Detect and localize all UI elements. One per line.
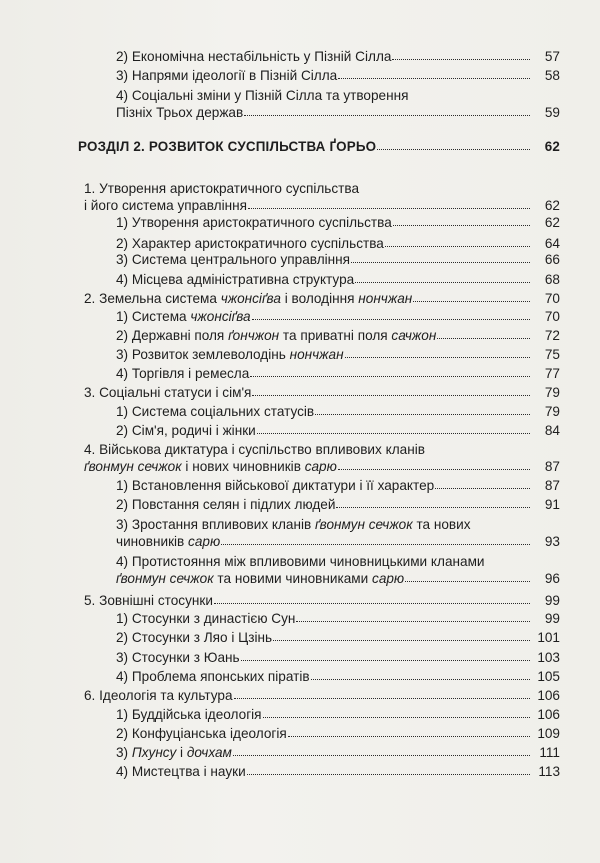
title-text: 3) Система центрального управління	[116, 252, 351, 267]
dot-leader	[252, 383, 530, 396]
title-text: і нових чиновників	[181, 459, 305, 474]
toc-entry-title	[84, 687, 233, 704]
dot-leader	[435, 476, 530, 489]
toc-entry-line	[116, 649, 560, 666]
toc-entry-line	[116, 533, 560, 550]
toc-entry-line	[116, 610, 560, 627]
title-text: 5. Зовнішні стосунки	[84, 593, 213, 608]
toc-entry	[116, 403, 560, 420]
title-text: 4) Місцева адміністративна структура	[116, 272, 355, 287]
chapter-heading	[78, 138, 560, 155]
toc-entry-line	[116, 104, 560, 121]
toc-entry	[116, 668, 560, 685]
toc-entry-line	[116, 67, 560, 84]
dot-leader	[234, 686, 530, 699]
dot-leader	[345, 345, 530, 358]
dot-leader	[248, 196, 530, 209]
toc-entry	[116, 496, 560, 513]
title-text: 2) Конфуціанська ідеологія	[116, 726, 287, 741]
title-text: та нових	[412, 517, 471, 532]
title-text: 1) Буддійська ідеологія	[116, 707, 262, 722]
toc-entry	[116, 744, 560, 761]
title-text: 2) Повстання селян і підлих людей	[116, 497, 336, 512]
page-number: 103	[537, 650, 560, 665]
title-text: 1) Стосунки з династією Сун	[116, 611, 296, 626]
toc-entry-line	[116, 403, 560, 420]
toc-entry-title	[84, 181, 359, 196]
title-text: і його система управління	[84, 198, 247, 213]
toc-entry	[116, 308, 560, 325]
toc-entry-title	[84, 290, 412, 307]
page-number: 79	[544, 404, 560, 419]
toc-entry	[116, 610, 560, 627]
toc-entry-title	[116, 403, 314, 420]
toc-entry-line	[116, 516, 560, 533]
toc-section	[84, 384, 560, 401]
toc-entry-title	[116, 477, 434, 494]
dot-leader	[288, 724, 530, 737]
title-text: 4) Соціальні зміни у Пізній Сілла та утворення	[116, 88, 409, 103]
page-number: 62	[544, 215, 560, 230]
title-text: 4) Протистояння між впливовими чиновницькими кланами	[116, 554, 485, 569]
dot-leader	[338, 457, 530, 470]
italic-term: сарю	[372, 571, 405, 586]
toc-entry-title	[116, 554, 485, 569]
title-text: та новими чиновниками	[213, 571, 373, 586]
toc-entry-line	[116, 477, 560, 494]
italic-term: чжонсіґва	[190, 309, 251, 324]
toc-entry-title	[116, 610, 295, 627]
toc-section	[84, 592, 560, 609]
toc-entry	[116, 271, 560, 288]
toc-entry	[116, 327, 560, 344]
toc-entry	[116, 422, 560, 439]
page-number: 91	[544, 497, 560, 512]
title-text: та приватні поля	[279, 328, 392, 343]
toc-entry-line	[116, 706, 560, 723]
toc-entry	[116, 516, 560, 550]
dot-leader	[273, 628, 530, 641]
italic-term: сачжон	[391, 328, 437, 343]
toc-entry	[116, 87, 560, 121]
dot-leader	[252, 307, 530, 320]
title-text: 1) Система соціальних статусів	[116, 404, 315, 419]
title-text: і володіння	[280, 291, 359, 306]
title-text: 3) Зростання впливових кланів	[116, 517, 316, 532]
page-number: 66	[544, 252, 560, 267]
toc-entry-line	[116, 271, 560, 288]
page-number: 62	[544, 139, 560, 154]
dot-leader	[385, 234, 530, 247]
title-text: 2) Державні поля	[116, 328, 229, 343]
title-text: 1. Утворення аристократичного суспільства	[84, 181, 360, 196]
title-text: 2) Економічна нестабільність у Пізній Сілла	[116, 49, 392, 64]
page-number: 99	[544, 611, 560, 626]
dot-leader	[355, 270, 530, 283]
toc-entry	[116, 67, 560, 84]
title-text: 2) Характер аристократичного суспільства	[116, 236, 384, 251]
page-number: 72	[544, 328, 560, 343]
dot-leader	[233, 743, 530, 756]
toc-entry-title	[116, 346, 344, 363]
page-number: 105	[537, 669, 560, 684]
toc-entry	[116, 477, 560, 494]
toc-entry-line	[116, 48, 560, 65]
toc-entry-line	[84, 441, 560, 458]
toc-entry-line	[116, 422, 560, 439]
title-text: 6. Ідеологія та культура	[84, 688, 233, 703]
toc-entry	[116, 649, 560, 666]
toc-section	[84, 441, 560, 475]
toc-entry-line	[84, 290, 560, 307]
italic-term: чжонсіґва	[220, 291, 281, 306]
italic-term: нончжан	[289, 347, 344, 362]
title-text: 4) Мистецтва і науки	[116, 764, 246, 779]
title-text: 1) Система	[116, 309, 191, 324]
toc-entry-title	[84, 384, 251, 401]
toc-entry-title	[116, 629, 272, 646]
toc-entry-title	[116, 214, 392, 231]
italic-term: сарю	[188, 534, 221, 549]
page-number: 106	[537, 688, 560, 703]
toc-entry-line	[84, 592, 560, 609]
title-text: 4) Торгівля і ремесла	[116, 366, 250, 381]
toc-entry-line	[116, 553, 560, 570]
toc-entry-title	[116, 67, 337, 84]
toc-entry-line	[116, 668, 560, 685]
page-number: 111	[539, 745, 560, 760]
toc-entry-line	[116, 327, 560, 344]
toc-entry	[116, 251, 560, 268]
toc-entry-title	[84, 442, 425, 457]
toc-entry-line	[116, 87, 560, 104]
toc-entry-line	[116, 763, 560, 780]
toc-entry	[116, 629, 560, 646]
dot-leader	[336, 495, 530, 508]
toc-entry-line	[116, 629, 560, 646]
toc-entry	[116, 553, 560, 587]
toc-entry-title	[116, 48, 391, 65]
toc-entry-title	[84, 458, 337, 475]
toc-entry-title	[78, 138, 376, 155]
toc-entry-title	[116, 88, 409, 103]
toc-entry	[116, 725, 560, 742]
toc-entry	[116, 346, 560, 363]
title-text: 3) Стосунки з Юань	[116, 650, 240, 665]
title-text: 3)	[116, 745, 132, 760]
dot-leader	[263, 705, 530, 718]
toc-entry-title	[84, 592, 213, 609]
toc-entry-line	[116, 308, 560, 325]
title-text: 3. Соціальні статуси і сім'я	[84, 385, 252, 400]
toc-entry-line	[78, 138, 560, 155]
toc-entry-line	[116, 346, 560, 363]
toc-entry-title	[116, 308, 251, 325]
toc-entry-title	[116, 365, 249, 382]
title-text: 2. Земельна система	[84, 291, 221, 306]
dot-leader	[241, 648, 530, 661]
page-number: 93	[544, 534, 560, 549]
page-number: 101	[537, 630, 560, 645]
title-text: 1) Утворення аристократичного суспільства	[116, 215, 392, 230]
toc-entry-line	[116, 365, 560, 382]
page-number: 109	[537, 726, 560, 741]
page-number: 106	[537, 707, 560, 722]
page-number: 79	[544, 385, 560, 400]
italic-term: сарю	[304, 459, 337, 474]
toc-entry	[116, 706, 560, 723]
toc-entry-title	[116, 744, 232, 761]
italic-term: Пхунсу	[131, 745, 177, 760]
toc-entry	[116, 763, 560, 780]
title-text: 2) Сім'я, родичі і жінки	[116, 423, 256, 438]
dot-leader	[393, 213, 530, 226]
toc-entry-line	[116, 251, 560, 268]
toc-section	[84, 687, 560, 704]
toc-entry	[116, 48, 560, 65]
toc-entry	[116, 214, 560, 231]
page-number: 62	[544, 198, 560, 213]
dot-leader	[257, 421, 530, 434]
dot-leader	[311, 667, 530, 680]
toc-entry-title	[116, 649, 240, 666]
toc-entry-title	[116, 763, 246, 780]
toc-entry-line	[84, 197, 560, 214]
toc-entry-title	[116, 496, 335, 513]
title-text: РОЗДІЛ 2. РОЗВИТОК СУСПІЛЬСТВА ҐОРЬО	[78, 139, 377, 154]
page-number: 64	[544, 236, 560, 251]
toc-entry-title	[116, 235, 384, 252]
title-text: 1) Встановлення військової диктатури і її характер	[116, 478, 435, 493]
toc-entry-title	[116, 706, 262, 723]
toc-entry-title	[84, 197, 247, 214]
toc-entry-title	[116, 570, 404, 587]
italic-term: ґвонмун сечжок	[315, 517, 413, 532]
toc-entry-title	[116, 251, 350, 268]
toc-entry-line	[84, 687, 560, 704]
toc-entry-line	[84, 180, 560, 197]
dot-leader	[250, 364, 530, 377]
toc-entry-line	[116, 570, 560, 587]
page-number: 57	[544, 49, 560, 64]
italic-term: нончжан	[358, 291, 413, 306]
title-text: 4) Проблема японських піратів	[116, 669, 310, 684]
toc-entry-title	[116, 517, 471, 532]
toc-section	[84, 180, 560, 214]
toc-entry-title	[116, 668, 310, 685]
toc-entry-title	[116, 533, 220, 550]
toc-entry-line	[116, 496, 560, 513]
dot-leader	[392, 47, 530, 60]
title-text: і	[176, 745, 187, 760]
dot-leader	[413, 289, 530, 302]
dot-leader	[315, 402, 530, 415]
dot-leader	[214, 591, 530, 604]
page-number: 68	[544, 272, 560, 287]
title-text: Пізніх Трьох держав	[116, 105, 244, 120]
page-number: 87	[544, 459, 560, 474]
title-text: 2) Стосунки з Ляо і Цзінь	[116, 630, 273, 645]
page-number: 59	[544, 105, 560, 120]
title-text: 3) Напрями ідеології в Пізній Сілла	[116, 68, 338, 83]
toc-entry-line	[116, 214, 560, 231]
toc-entry-line	[116, 744, 560, 761]
toc-entry-line	[116, 725, 560, 742]
page-number: 87	[544, 478, 560, 493]
dot-leader	[437, 326, 530, 339]
toc-entry-title	[116, 104, 243, 121]
italic-term: ґвонмун сечжок	[116, 571, 214, 586]
italic-term: ґвонмун сечжок	[84, 459, 182, 474]
toc-entry-line	[84, 384, 560, 401]
toc-entry	[116, 365, 560, 382]
italic-term: ґончжон	[228, 328, 280, 343]
dot-leader	[405, 569, 530, 582]
toc-entry-title	[116, 327, 436, 344]
dot-leader	[377, 137, 530, 150]
dot-leader	[351, 250, 530, 263]
page-number: 70	[544, 309, 560, 324]
page-number: 75	[544, 347, 560, 362]
page-number: 96	[544, 571, 560, 586]
toc-section	[84, 290, 560, 307]
title-text: 3) Розвиток землеволодінь	[116, 347, 290, 362]
toc-entry-title	[116, 271, 354, 288]
page-number: 113	[538, 764, 560, 779]
dot-leader	[221, 532, 530, 545]
toc-entry-title	[116, 725, 287, 742]
page-number: 70	[544, 291, 560, 306]
page-number: 77	[544, 366, 560, 381]
title-text: 4. Військова диктатура і суспільство впливових кланів	[84, 442, 425, 457]
page-number: 99	[544, 593, 560, 608]
italic-term: дочхам	[186, 745, 232, 760]
toc-entry-title	[116, 422, 256, 439]
dot-leader	[247, 762, 530, 775]
dot-leader	[296, 609, 530, 622]
dot-leader	[244, 103, 530, 116]
toc-entry-line	[84, 458, 560, 475]
page-number: 84	[544, 423, 560, 438]
page-number: 58	[544, 68, 560, 83]
title-text: чиновників	[116, 534, 189, 549]
dot-leader	[338, 66, 530, 79]
